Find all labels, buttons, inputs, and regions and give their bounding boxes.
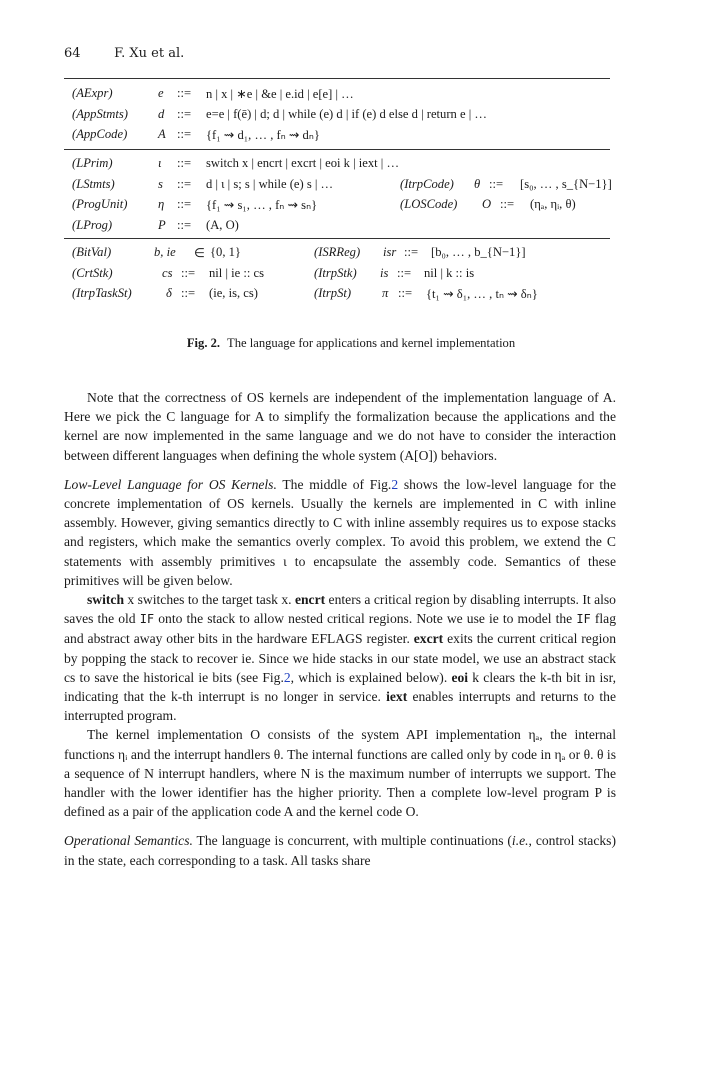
grammar-category: (LStmts) — [72, 176, 115, 191]
grammar-category: (LPrim) — [72, 156, 113, 170]
grammar-row — [64, 286, 610, 307]
grammar-op: ::= — [489, 176, 504, 191]
grammar-op: ::= — [500, 197, 515, 211]
paragraph-kernel-impl: The kernel implementation O consists of the system API implementation ηₐ, the internal functions ηᵢ and the interrupt handlers θ. The internal functions are called only by code in ηₐ or θ. θ is a sequence of N interrupt handlers, where N is the maximum number of interrupts we support. The handler with the lower identifier has the higher priority. Then a complete low-level program P is defined as a pair of the application code A and the kernel code O. — [64, 727, 616, 820]
grammar-row — [64, 156, 610, 177]
text-span: flag and abstract away other bits in the hardware EFLAGS register. — [64, 611, 616, 647]
page-number: 64 — [64, 46, 81, 61]
grammar-op: ∈ — [194, 246, 205, 260]
figure-caption — [0, 336, 702, 351]
grammar-var: A — [158, 127, 166, 141]
paragraph-heading: Operational Semantics. — [64, 833, 193, 849]
keyword: switch — [87, 592, 125, 608]
running-header — [64, 46, 184, 61]
grammar-op: ::= — [181, 286, 196, 300]
grammar-category: (ItrpStk) — [314, 265, 357, 280]
grammar-var: η — [158, 197, 165, 211]
grammar-rhs: (ηₐ, ηᵢ, θ) — [530, 197, 576, 211]
grammar-rhs: e=e | f(ē) | d; d | while (e) d | if (e) d else d | return e | … — [206, 106, 487, 121]
grammar-category: (ISRReg) — [314, 245, 361, 259]
grammar-category: (ItrpCode) — [400, 176, 454, 191]
grammar-var: π — [382, 286, 389, 300]
grammar-op: ::= — [404, 245, 419, 259]
text-span: i.e. — [511, 833, 529, 849]
grammar-op: ::= — [177, 106, 192, 121]
figure-ref-link[interactable]: 2 — [391, 476, 399, 492]
text-span: The language is concurrent, with multiple continuations ( — [192, 833, 512, 849]
text-span: x switches to the target task x. — [124, 592, 295, 608]
paragraph-operational-semantics — [64, 831, 616, 869]
paragraph-heading: Low-Level Language for OS Kernels. — [64, 476, 277, 492]
grammar-category: (BitVal) — [72, 245, 112, 259]
grammar-rhs: {f₁ ⇝ s₁, … , fₙ ⇝ sₙ} — [206, 198, 318, 212]
grammar-category: (LOSCode) — [400, 197, 458, 211]
keyword: eoi — [451, 669, 469, 685]
keyword: iext — [386, 689, 408, 705]
grammar-category: (CrtStk) — [72, 265, 113, 280]
grammar-rhs: switch x | encrt | excrt | eoi k | iext | … — [206, 156, 400, 170]
grammar-category: (AppCode) — [72, 127, 128, 141]
figure-ref-link[interactable]: 2 — [283, 669, 291, 685]
text-span: The middle of Fig. — [276, 476, 392, 492]
grammar-op: ::= — [397, 265, 412, 280]
grammar-op: ::= — [177, 156, 192, 170]
grammar-row — [64, 197, 610, 218]
grammar-var: d — [158, 106, 165, 121]
grammar-row — [64, 245, 610, 266]
grammar-var: is — [380, 265, 389, 280]
grammar-op: ::= — [398, 286, 413, 300]
text-span: enables interrupts and returns to the interrupted program. — [64, 689, 616, 724]
grammar-op: ::= — [177, 86, 192, 100]
grammar-category: (ItrpTaskSt) — [72, 286, 132, 300]
grammar-op: ::= — [181, 265, 196, 280]
keyword: excrt — [413, 631, 444, 647]
grammar-op: ::= — [177, 127, 192, 141]
grammar-category: (ItrpSt) — [314, 286, 352, 300]
running-authors: F. Xu et al. — [114, 46, 185, 61]
figure-label: Fig. 2. — [186, 336, 221, 350]
code-token: IF — [139, 612, 155, 627]
grammar-rhs: nil | ie :: cs — [209, 265, 264, 280]
grammar-var: isr — [383, 245, 397, 259]
grammar-rhs: (ie, is, cs) — [209, 286, 258, 300]
grammar-row — [64, 107, 610, 128]
text-span: onto the stack to allow nested critical regions. Note we use ie to model the — [154, 611, 577, 627]
figure-divider-2 — [64, 238, 610, 239]
figure-divider-1 — [64, 149, 610, 150]
body-text — [64, 388, 616, 870]
text-span: exits the current critical region by popping the stack to recover ie. Since we hide stacks in our state model, we use an abstract stack cs to save the historical ie bits (see Fig. — [64, 631, 616, 685]
text-span: enters a critical region by disabling interrupts. It also saves the old — [64, 592, 616, 627]
grammar-var: cs — [162, 265, 173, 280]
text-span: , control stacks) in the state, each corresponding to a task. All tasks share — [64, 833, 616, 868]
text-span: , which is explained below). — [290, 669, 452, 685]
keyword: encrt — [294, 592, 326, 608]
grammar-block-application — [64, 86, 610, 148]
paragraph-primitives — [64, 590, 616, 725]
grammar-rhs: [b₀, … , b_{N−1}] — [431, 245, 526, 259]
paragraph-1: Note that the correctness of OS kernels are independent of the implementation language of A. Here we pick the C language for A to simplify the formalization because the applications and the kernel are now implemented in the same language and we do not have to consider the interaction between different languages when defining the whole system (A[O]) behaviors. — [64, 390, 616, 463]
grammar-row — [64, 127, 610, 148]
grammar-var: O — [482, 197, 492, 211]
figure-top-rule — [64, 78, 610, 79]
grammar-block-state — [64, 245, 610, 307]
grammar-rhs: n | x | ∗e | &e | e.id | e[e] | … — [206, 87, 354, 101]
grammar-category: (AppStmts) — [72, 106, 128, 121]
grammar-row — [64, 218, 610, 239]
grammar-rhs: [s₀, … , s_{N−1}] — [520, 176, 612, 191]
grammar-op: ::= — [177, 197, 192, 211]
grammar-op: ::= — [177, 176, 192, 191]
grammar-category: (AExpr) — [72, 86, 113, 100]
grammar-rhs: d | ι | s; s | while (e) s | … — [206, 176, 334, 191]
text-span: shows the low-level language for the concrete implementation of OS kernels. Usually the kernels are implemented in C with inline assembly. However, giving semantics directly to C with inline assembly requires us to expose stacks and registers, which make the semantics overly complex. To avoid this problem, we extend the C statements with assembly primitives ι to encapsulate the assembly code. Semantics of these primitives will be given below. — [64, 476, 616, 588]
code-token: IF — [576, 612, 591, 627]
text-span: k clears the k-th bit in isr, indicating that the k-th interrupt is no longer in service. — [64, 669, 616, 705]
grammar-var: s — [158, 176, 163, 191]
grammar-rhs: {0, 1} — [210, 245, 241, 259]
grammar-rhs: nil | k :: is — [424, 265, 475, 280]
grammar-var: e — [158, 86, 164, 100]
grammar-var: δ — [166, 286, 172, 300]
grammar-row — [64, 177, 610, 198]
grammar-category: (LProg) — [72, 217, 113, 232]
grammar-rhs: {f₁ ⇝ d₁, … , fₙ ⇝ dₙ} — [206, 128, 320, 142]
grammar-op: ::= — [177, 217, 192, 232]
grammar-rhs: {t₁ ⇝ δ₁, … , tₙ ⇝ δₙ} — [426, 287, 538, 301]
grammar-category: (ProgUnit) — [72, 197, 128, 211]
grammar-block-lowlevel — [64, 156, 610, 238]
grammar-row — [64, 86, 610, 107]
figure-caption-text: The language for applications and kernel implementation — [227, 336, 516, 350]
grammar-var: ι — [158, 156, 162, 170]
grammar-var: θ — [474, 176, 481, 191]
grammar-row — [64, 266, 610, 287]
grammar-var: P — [158, 217, 166, 232]
paragraph-lowlevel-language — [64, 475, 616, 590]
grammar-rhs: (A, O) — [206, 217, 239, 232]
grammar-var: b, ie — [154, 245, 176, 259]
